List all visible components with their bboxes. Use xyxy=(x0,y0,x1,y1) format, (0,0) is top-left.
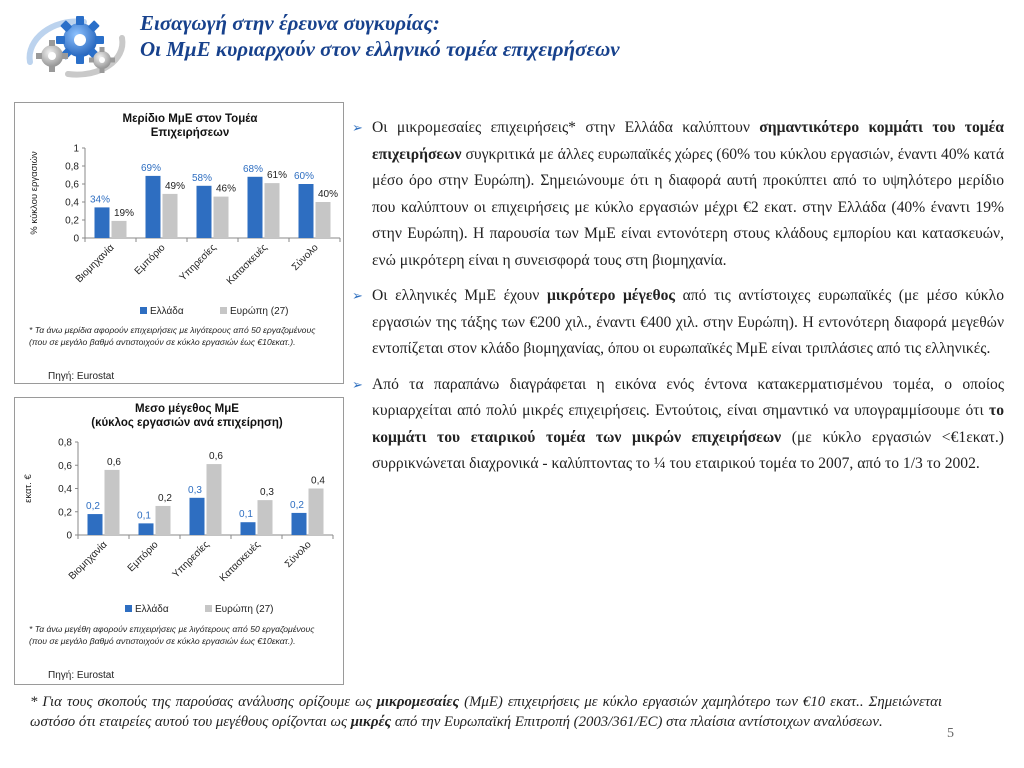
data-label-europe: 61% xyxy=(266,170,288,182)
arrow-bullet-icon: ➢ xyxy=(352,120,363,135)
bullet-item xyxy=(352,372,1004,478)
data-label-europe: 49% xyxy=(164,180,186,192)
bar-greece xyxy=(88,514,103,535)
text-run: από τις αντίστοιχες ευρωπαϊκές (με μέσο κύκλο εργασιών της τάξης των €200 χιλ., έναντι €400 χιλ. στην Ευρώπη). Η εντονότερη διαφορά μεγεθών εντοπίζεται στον κλάδο βιομηχανίας, όπου οι ευρωπαϊκές ΜμΕ είναι τριπλάσιες από τις ελληνικές. xyxy=(372,287,1005,357)
chart-title-line: (κύκλος εργασιών ανά επιχείρηση) xyxy=(91,417,283,429)
bar-europe xyxy=(163,194,178,238)
chart-sme-share-note: * Τα άνω μερίδια αφορούν επιχειρήσεις με λιγότερους από 50 εργαζομένους (που σε μεγάλο βαθμό αντιστοιχούν σε κύκλο εργασιών έως €10εκατ.). xyxy=(29,325,316,347)
legend-swatch-europe xyxy=(220,307,227,314)
data-label-europe: 0,6 xyxy=(107,456,121,468)
bold-text: το κομμάτι του εταιρικού τομέα των μικρών επιχειρήσεων xyxy=(372,402,1004,446)
x-category-label: Σύνολο xyxy=(282,539,314,571)
y-tick-label: 0,8 xyxy=(58,437,72,449)
text-run: συγκριτικά με άλλες ευρωπαϊκές χώρες (60% του κύκλου εργασιών, έναντι 40% κατά μέσο όρο στην Ευρώπη). Σημειώνουμε ότι η διαφορά αυτή προκύπτει από το υψηλότερο μερίδιο που καλύπτουν οι επιχειρήσεις με κύκλο εργασιών μέχρι €2 εκατ. στην Ελλάδα (40% έναντι 19% στην Ευρώπη). Η παρουσία των ΜμΕ είναι εντονότερη στους κλάδους εμπορίου και κατασκευών, ενώ μικρότερη είναι η συνεισφορά τους στη βιομηχανία. xyxy=(372,145,1004,269)
y-tick-label: 0,4 xyxy=(65,197,79,209)
legend-label-greece: Ελλάδα xyxy=(135,604,169,615)
data-label-greece: 34% xyxy=(89,194,111,206)
bar-greece xyxy=(139,523,154,535)
legend-swatch-greece xyxy=(125,605,132,612)
chart-title-line: Επιχειρήσεων xyxy=(150,127,230,139)
chart-avg-size xyxy=(14,397,344,685)
bold-text: σημαντικότερο κομμάτι του τομέα επιχειρήσεων xyxy=(372,119,1004,163)
page-title xyxy=(140,10,620,62)
bold-text: μικρές xyxy=(350,713,392,730)
y-axis-label: % κύκλου εργασιών xyxy=(29,151,40,235)
data-label-greece: 0,2 xyxy=(86,501,100,513)
bar-greece xyxy=(299,184,314,238)
arrow-bullet-icon: ➢ xyxy=(352,376,363,392)
bar-greece xyxy=(190,498,205,535)
text-run: (με κύκλο εργασιών <€1εκατ.) συρρικνώνεται διαχρονικά - καλύπτοντας το ¼ του εταιρικού τομέα το 2007, από το 1/3 το 2002. xyxy=(372,428,1004,472)
bar-greece xyxy=(248,177,263,238)
bar-europe xyxy=(156,506,171,535)
bar-greece xyxy=(197,186,212,238)
y-tick-label: 0,6 xyxy=(65,179,79,191)
title-line-1: Εισαγωγή στην έρευνα συγκυρίας: xyxy=(140,11,440,35)
bullet-list xyxy=(352,115,1004,487)
x-category-label: Εμπόριο xyxy=(132,242,168,278)
title-line-2: Οι ΜμΕ κυριαρχούν στον ελληνικό τομέα επιχειρήσεων xyxy=(140,37,620,61)
bar-greece xyxy=(241,522,256,535)
text-run: Οι ελληνικές ΜμΕ έχουν xyxy=(372,287,547,304)
chart-sme-share-source: Πηγή: Eurostat xyxy=(48,371,115,382)
bar-europe xyxy=(207,464,222,535)
y-tick-label: 0,6 xyxy=(58,460,72,472)
chart-sme-share xyxy=(14,102,344,384)
data-label-greece: 58% xyxy=(191,172,213,184)
chart-title-line: Μερίδιο ΜμΕ στον Τομέα xyxy=(122,113,258,125)
legend-label-greece: Ελλάδα xyxy=(150,306,184,317)
x-category-label: Σύνολο xyxy=(289,242,321,274)
data-label-greece: 69% xyxy=(140,162,162,174)
x-category-label: Βιομηχανία xyxy=(66,539,110,583)
chart-title-line: Μεσο μέγεθος ΜμΕ xyxy=(135,403,239,415)
logo-gears-icon xyxy=(22,10,132,82)
bar-europe xyxy=(309,489,324,536)
data-label-greece: 0,2 xyxy=(290,499,304,511)
bar-europe xyxy=(214,197,229,238)
data-label-greece: 60% xyxy=(293,171,315,182)
legend-swatch-greece xyxy=(140,307,147,314)
data-label-greece: 0,1 xyxy=(239,509,253,521)
text-run: από την Ευρωπαϊκή Επιτροπή (2003/361/EC) στα πλαίσια αντίστοιχων αναλύσεων. xyxy=(391,713,883,730)
y-tick-label: 0 xyxy=(66,530,72,542)
data-label-greece: 0,1 xyxy=(137,510,151,522)
text-run: * Για τους σκοπούς της παρούσας ανάλυσης ορίζουμε ως xyxy=(30,694,377,710)
y-tick-label: 0 xyxy=(73,233,79,245)
bullet-item xyxy=(352,115,1004,274)
data-label-europe: 0,3 xyxy=(260,487,274,499)
data-label-europe: 19% xyxy=(113,207,135,219)
bullet-item xyxy=(352,283,1004,363)
bold-text: μικρότερο μέγεθος xyxy=(546,287,676,304)
data-label-europe: 46% xyxy=(215,183,237,195)
legend-swatch-europe xyxy=(205,605,212,612)
data-label-europe: 40% xyxy=(317,189,339,200)
text-run: (ΜμΕ) επιχειρήσεις με κύκλο εργασιών χαμηλότερο των €10 εκατ.. Σημειώνεται ωστόσο ότι εταιρείες αυτού του μεγέθους ορίζονται ως xyxy=(30,694,942,730)
y-tick-label: 0,2 xyxy=(65,215,79,227)
y-axis-label: εκατ. € xyxy=(23,474,34,503)
bold-text: μικρομεσαίες xyxy=(376,694,460,710)
bar-greece xyxy=(146,176,161,238)
chart-avg-size-note: * Τα άνω μεγέθη αφορούν επιχειρήσεις με λιγότερους από 50 εργαζομένους (που σε μεγάλο βαθμό αντιστοιχούν σε κύκλο εργασιών έως €10εκατ.). xyxy=(29,624,315,646)
text-run: Από τα παραπάνω διαγράφεται η εικόνα ενός έντονα κατακερματισμένου τομέα, ο οποίος κυριαρχείται από πολύ μικρές επιχειρήσεις. Εντούτοις, είναι σημαντικό να υπογραμμίσουμε ότι xyxy=(372,375,1004,419)
page-number: 5 xyxy=(947,726,954,741)
legend-label-europe: Ευρώπη (27) xyxy=(215,604,274,615)
arrow-bullet-icon: ➢ xyxy=(352,288,363,303)
x-category-label: Υπηρεσίες xyxy=(170,539,212,581)
bar-europe xyxy=(105,470,120,535)
y-tick-label: 0,8 xyxy=(65,161,79,173)
y-tick-label: 0,4 xyxy=(58,484,72,495)
data-label-europe: 0,2 xyxy=(158,492,172,504)
bar-greece xyxy=(95,207,110,238)
bar-europe xyxy=(265,183,280,238)
chart-avg-size-source: Πηγή: Eurostat xyxy=(48,670,115,681)
text-run: Οι μικρομεσαίες επιχειρήσεις* στην Ελλάδα καλύπτουν xyxy=(372,119,760,136)
x-category-label: Κατασκευές xyxy=(217,539,263,585)
footnote xyxy=(30,693,942,732)
data-label-greece: 0,3 xyxy=(188,484,202,496)
y-tick-label: 0,2 xyxy=(58,507,72,519)
data-label-greece: 68% xyxy=(242,163,264,175)
x-category-label: Υπηρεσίες xyxy=(177,242,219,284)
data-label-europe: 0,4 xyxy=(311,475,325,487)
data-label-europe: 0,6 xyxy=(209,451,223,463)
x-category-label: Βιομηχανία xyxy=(73,242,117,286)
bar-europe xyxy=(112,221,127,238)
x-category-label: Εμπόριο xyxy=(125,539,161,575)
bar-greece xyxy=(292,513,307,535)
legend-label-europe: Ευρώπη (27) xyxy=(230,306,289,317)
bar-europe xyxy=(316,202,331,238)
bar-europe xyxy=(258,500,273,535)
y-tick-label: 1 xyxy=(73,143,79,155)
x-category-label: Κατασκευές xyxy=(224,242,270,288)
